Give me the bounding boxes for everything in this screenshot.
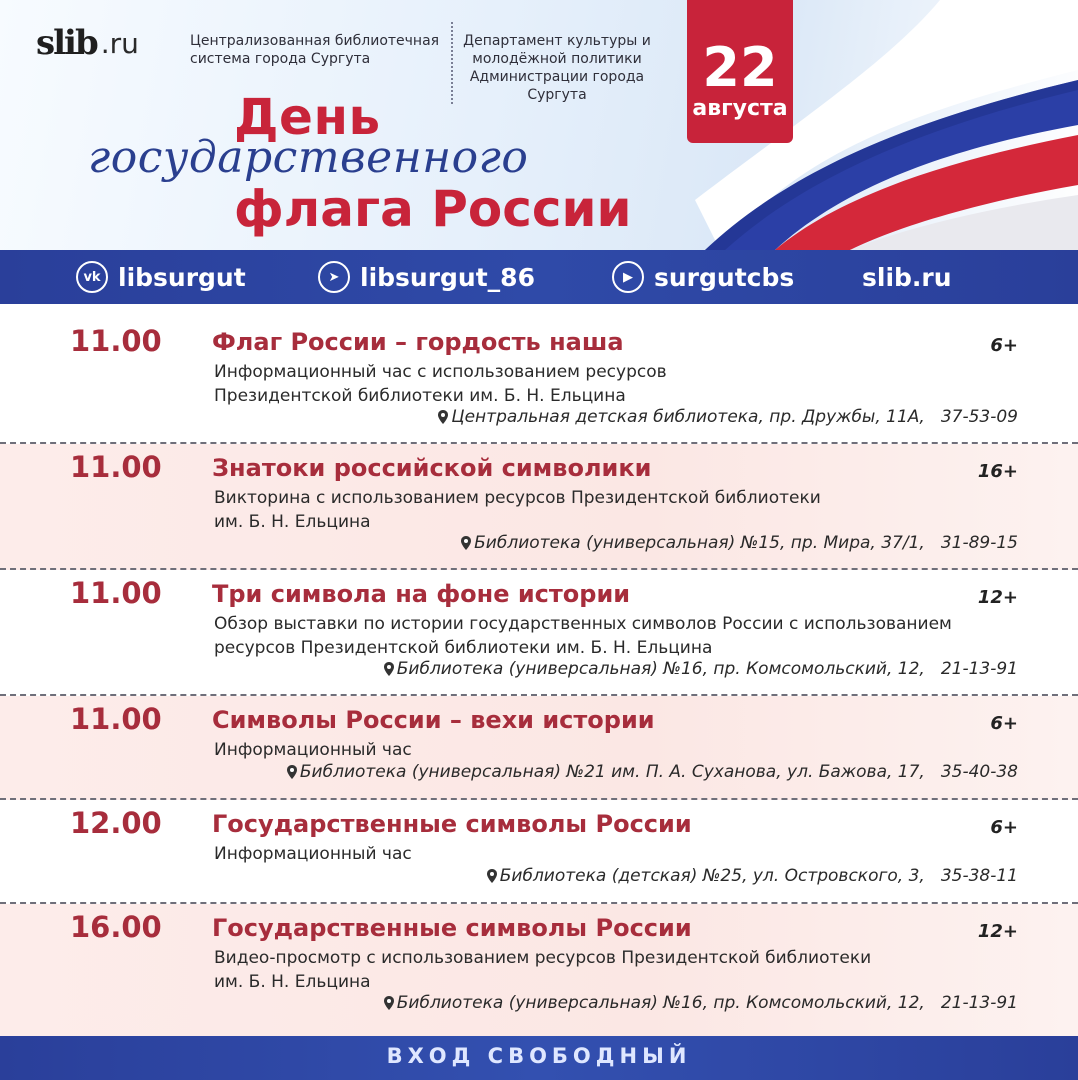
social-link-label: libsurgut xyxy=(118,262,246,292)
event-time: 16.00 xyxy=(70,910,162,944)
date-day: 22 xyxy=(702,36,778,99)
event-address: Библиотека (детская) №25, ул. Островского, 3, xyxy=(499,866,925,886)
social-links-bar xyxy=(0,250,1078,304)
event-title: Три символа на фоне истории xyxy=(212,580,631,608)
social-link-label: surgutcbs xyxy=(654,262,795,292)
event-location xyxy=(438,407,1018,427)
event-description: Информационный час с использованием ресурсов Президентской библиотеки им. Б. Н. Ельцина xyxy=(214,362,667,406)
social-link-telegram[interactable] xyxy=(318,260,535,294)
header-banner xyxy=(0,0,1078,250)
event-time: 11.00 xyxy=(70,576,162,610)
youtube-icon: ▶ xyxy=(612,261,644,293)
title-line-2: государственного xyxy=(88,132,529,183)
event-address: Библиотека (универсальная) №16, пр. Комсомольский, 12, xyxy=(396,659,925,679)
event-description: Обзор выставки по истории государственных символов России с использованием ресурсов Президентской библиотеки им. Б. Н. Ельцина xyxy=(214,614,952,658)
slib-logo[interactable] xyxy=(36,22,176,64)
event-title: Государственные символы России xyxy=(212,810,692,838)
age-rating-badge: 12+ xyxy=(977,587,1018,608)
header-divider xyxy=(451,22,453,104)
event-schedule xyxy=(0,318,1078,1038)
event-location xyxy=(487,866,1018,886)
date-month: августа xyxy=(692,96,788,121)
age-rating-badge: 16+ xyxy=(977,461,1018,482)
event-address: Библиотека (универсальная) №21 им. П. А. Суханова, ул. Бажова, 17, xyxy=(299,762,925,782)
event-phone: 31-89-15 xyxy=(940,533,1018,553)
event-description: Викторина с использованием ресурсов Президентской библиотеки им. Б. Н. Ельцина xyxy=(214,488,821,532)
social-link-vk[interactable] xyxy=(76,260,246,294)
event-address: Центральная детская библиотека, пр. Дружбы, 11А, xyxy=(451,407,925,427)
age-rating-badge: 6+ xyxy=(990,817,1018,838)
event-item xyxy=(0,570,1078,696)
location-pin-icon xyxy=(487,869,497,883)
age-rating-badge: 6+ xyxy=(990,713,1018,734)
event-location xyxy=(287,762,1018,782)
event-address: Библиотека (универсальная) №16, пр. Комсомольский, 12, xyxy=(396,993,925,1013)
social-link-label: libsurgut_86 xyxy=(360,262,535,292)
event-item xyxy=(0,904,1078,1038)
event-item xyxy=(0,800,1078,904)
event-phone: 21-13-91 xyxy=(940,993,1018,1013)
event-phone: 37-53-09 xyxy=(940,407,1018,427)
logo-domain: .ru xyxy=(100,26,139,60)
event-time: 11.00 xyxy=(70,324,162,358)
event-address: Библиотека (универсальная) №15, пр. Мира, 37/1, xyxy=(474,533,925,553)
vk-icon: vk xyxy=(76,261,108,293)
social-link-youtube[interactable] xyxy=(612,260,794,294)
event-item xyxy=(0,318,1078,444)
telegram-icon: ➤ xyxy=(318,261,350,293)
event-title: Государственные символы России xyxy=(212,914,692,942)
age-rating-badge: 6+ xyxy=(990,335,1018,356)
location-pin-icon xyxy=(438,410,448,424)
event-description: Информационный час xyxy=(214,740,412,760)
location-pin-icon xyxy=(461,536,471,550)
event-phone: 21-13-91 xyxy=(940,659,1018,679)
event-title: Символы России – вехи истории xyxy=(212,706,655,734)
title-line-1: День xyxy=(234,88,381,146)
age-rating-badge: 12+ xyxy=(977,921,1018,942)
date-badge xyxy=(687,0,793,143)
title-line-3: флага России xyxy=(234,180,632,238)
logo-wordmark: slib xyxy=(36,23,97,63)
event-description: Видео-просмотр с использованием ресурсов Президентской библиотеки им. Б. Н. Ельцина xyxy=(214,948,872,992)
location-pin-icon xyxy=(384,996,394,1010)
event-title: Знатоки российской символики xyxy=(212,454,652,482)
event-phone: 35-40-38 xyxy=(940,762,1018,782)
event-item xyxy=(0,444,1078,570)
location-pin-icon xyxy=(287,765,297,779)
event-title: Флаг России – гордость наша xyxy=(212,328,624,356)
event-item xyxy=(0,696,1078,800)
event-time: 11.00 xyxy=(70,450,162,484)
event-location xyxy=(384,993,1018,1013)
event-location xyxy=(461,533,1018,553)
event-location xyxy=(384,659,1018,679)
org-name-library-system: Централизованная библиотечная система города Сургута xyxy=(190,33,440,67)
event-time: 11.00 xyxy=(70,702,162,736)
event-description: Информационный час xyxy=(214,844,412,864)
social-link-label: slib.ru xyxy=(862,262,952,292)
event-time: 12.00 xyxy=(70,806,162,840)
event-phone: 35-38-11 xyxy=(940,866,1018,886)
free-entry-banner: ВХОД СВОБОДНЫЙ xyxy=(0,1036,1078,1080)
org-name-department: Департамент культуры и молодёжной политики Администрации города Сургута xyxy=(463,33,651,103)
social-link-website[interactable] xyxy=(862,260,952,294)
location-pin-icon xyxy=(384,662,394,676)
